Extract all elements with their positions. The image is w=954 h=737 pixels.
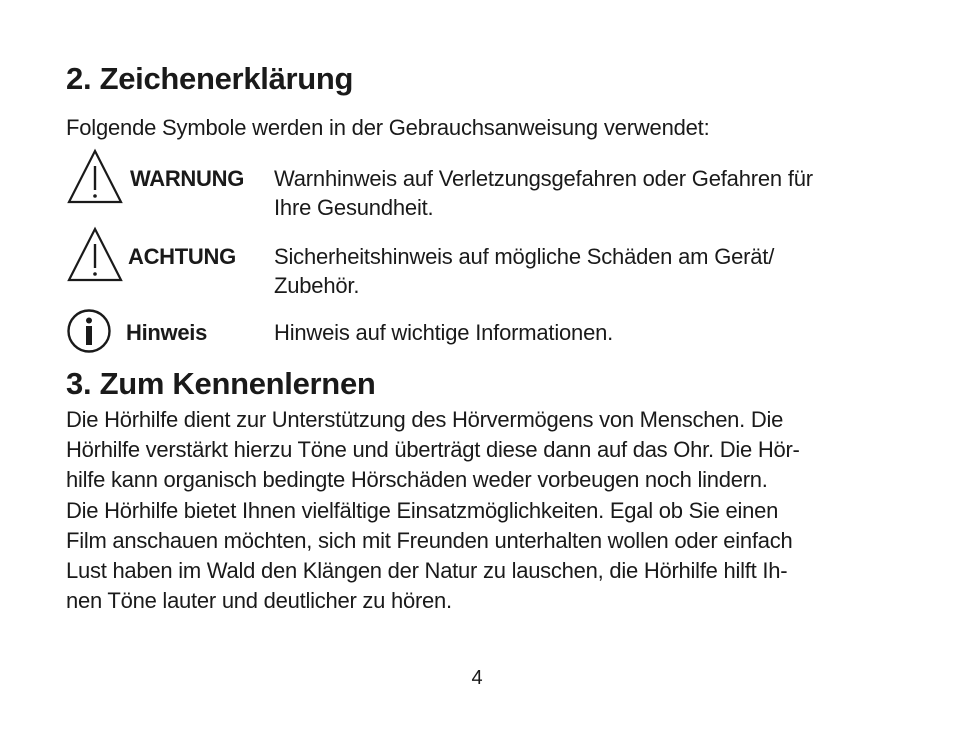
description-line: Hinweis auf wichtige Informationen. <box>274 320 614 345</box>
paragraph-line: nen Töne lauter und deutlicher zu hören. <box>66 588 452 614</box>
description-line: Ihre Gesundheit. <box>274 195 434 220</box>
paragraph-line: Lust haben im Wald den Klängen der Natur zu lauschen, die Hörhilfe hilft Ih- <box>66 558 788 584</box>
page-number: 4 <box>471 667 483 689</box>
paragraph-line: Film anschauen möchten, sich mit Freunden unterhalten wollen oder einfach <box>66 527 793 553</box>
paragraph-line: hilfe kann organisch bedingte Hörschäden weder vorbeugen noch lindern. <box>66 467 768 493</box>
description-line: Sicherheitshinweis auf mögliche Schäden am Gerät/ <box>274 244 775 269</box>
description-line: Warnhinweis auf Verletzungsgefahren oder Gefahren für <box>274 166 813 191</box>
section-heading-intro: 3. Zum Kennenlernen <box>66 366 376 401</box>
symbol-term: Hinweis <box>126 320 208 345</box>
paragraph-line: Die Hörhilfe dient zur Unterstützung des Hörvermögens von Menschen. Die <box>66 407 784 432</box>
warning-triangle-icon <box>66 148 124 206</box>
paragraph-line: Die Hörhilfe bietet Ihnen vielfältige Einsatzmöglichkeiten. Egal ob Sie einen <box>66 497 779 523</box>
symbol-term: WARNUNG <box>130 166 245 191</box>
symbols-intro: Folgende Symbole werden in der Gebrauchsanweisung verwendet: <box>66 115 710 140</box>
symbol-description <box>274 164 894 222</box>
section-heading-symbols: 2. Zeichenerklärung <box>66 61 354 96</box>
caution-triangle-icon <box>66 226 124 284</box>
symbol-term: ACHTUNG <box>128 244 236 269</box>
intro-paragraph <box>66 405 896 616</box>
symbol-description <box>274 242 894 300</box>
paragraph-line: Hörhilfe verstärkt hierzu Töne und überträgt diese dann auf das Ohr. Die Hör- <box>66 437 800 463</box>
description-line: Zubehör. <box>274 273 360 298</box>
symbol-description <box>274 318 894 347</box>
info-icon <box>66 308 112 354</box>
